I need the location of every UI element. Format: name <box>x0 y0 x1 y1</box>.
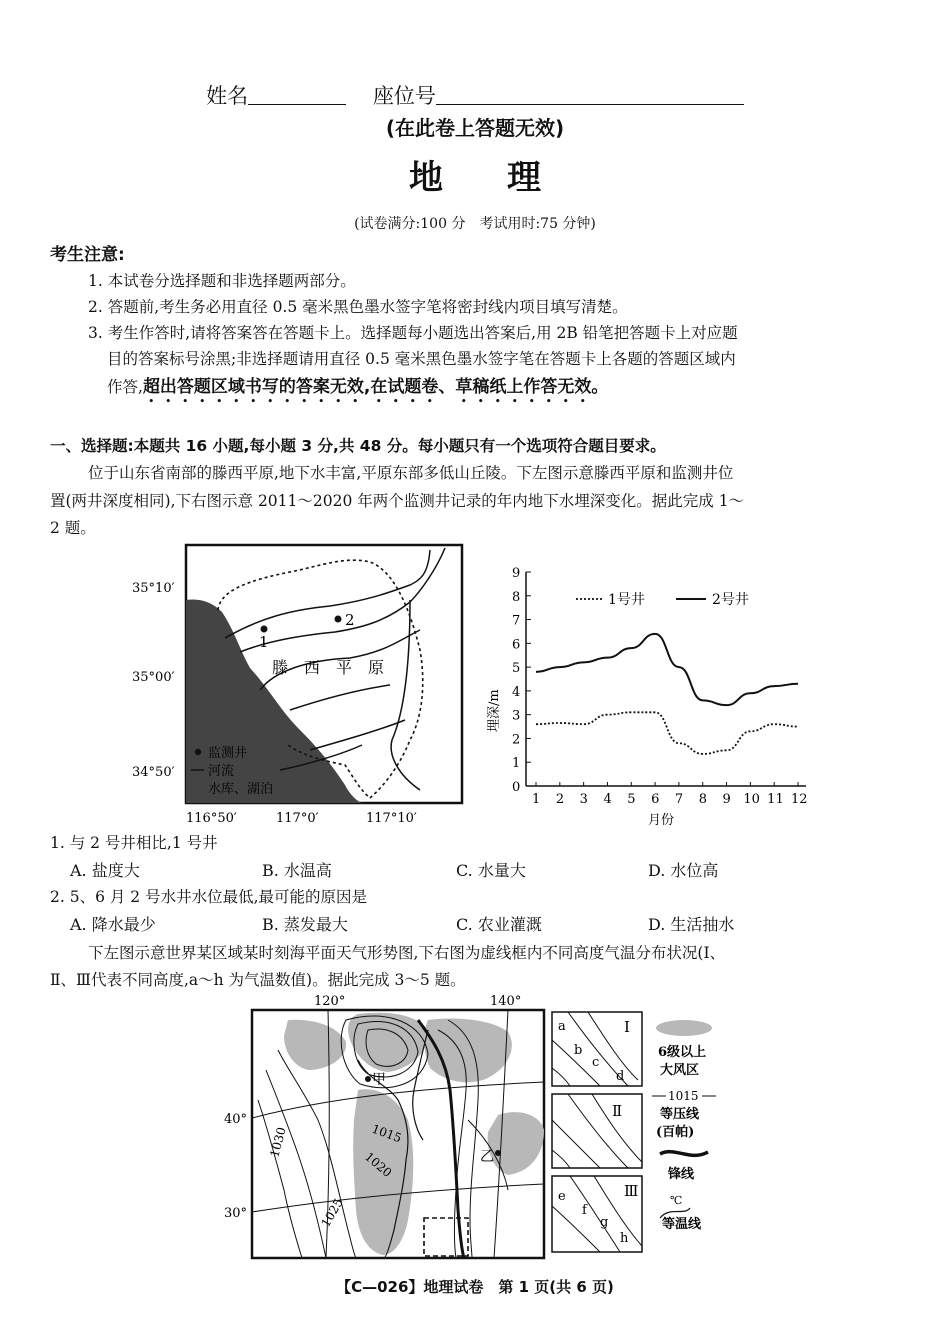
well-2-label: 2 <box>345 611 355 629</box>
svg-text:d: d <box>616 1069 625 1084</box>
x-tick-label: 2 <box>555 792 565 807</box>
place-yi: 乙 <box>480 1149 494 1165</box>
temperature-panels <box>548 1010 648 1260</box>
y-tick-label: 4 <box>512 684 521 700</box>
well-2-marker <box>335 616 342 623</box>
place-yi-marker <box>495 1150 501 1156</box>
svg-text:c: c <box>592 1055 600 1070</box>
panel-i <box>552 1012 642 1086</box>
plain-label: 滕 西 平 原 <box>272 658 385 677</box>
lon-label-120: 120° <box>314 994 346 1009</box>
intro1-line2: 置(两井深度相同),下右图示意 2011～2020 年两个监测井记录的年内地下水埋深变化。据此完成 1～ <box>50 492 745 510</box>
y-tick-label: 8 <box>512 589 521 605</box>
page-footer: 【C—026】地理试卷 第 1 页(共 6 页) <box>336 1278 614 1296</box>
isobar-label-1020: 1020 <box>362 1149 395 1180</box>
x-tick-label: 7 <box>674 792 684 807</box>
q1-option-b[interactable]: B. 水温高 <box>262 861 332 880</box>
lon-label-2: 117°0′ <box>276 811 319 826</box>
y-axis-label: 埋深/m <box>487 689 502 732</box>
legend-river: 河流 <box>208 764 235 779</box>
legend-front: 锋线 <box>668 1167 695 1182</box>
notice-emphasis: 超出答题区域书写的答案无效,在试题卷、草稿纸上作答无效。 <box>142 377 609 397</box>
lon-label-1: 116°50′ <box>186 811 237 826</box>
subject-title: 地理 <box>409 158 605 198</box>
svg-text:f: f <box>582 1203 587 1218</box>
x-axis-label: 月份 <box>648 813 675 828</box>
seat-label: 座位号 <box>372 84 436 108</box>
intro2-line2: Ⅱ、Ⅲ代表不同高度,a～h 为气温数值)。据此完成 3～5 题。 <box>50 971 466 989</box>
q1-option-c[interactable]: C. 水量大 <box>456 861 526 880</box>
y-tick-label: 6 <box>512 637 521 653</box>
panel-iii <box>552 1176 642 1252</box>
intro1-line1: 位于山东省南部的滕西平原,地下水丰富,平原东部多低山丘陵。下左图示意滕西平原和监测井位 <box>88 464 734 482</box>
svg-text:g: g <box>600 1215 609 1230</box>
y-tick-label: 9 <box>512 566 521 581</box>
x-tick-label: 10 <box>743 792 760 807</box>
series-line-2 <box>536 634 798 705</box>
intro2-line1: 下左图示意世界某区域某时刻海平面天气形势图,下右图为虚线框内不同高度气温分布状况(Ⅰ、 <box>88 944 726 962</box>
notice-heading: 考生注意: <box>50 245 125 265</box>
teng-xi-plain-map <box>130 540 470 830</box>
y-tick-label: 3 <box>512 708 521 724</box>
legend-iso-symbol: ℃ <box>670 1194 683 1207</box>
well-1-marker <box>261 626 268 633</box>
legend-series-1: 1号井 <box>608 592 645 608</box>
x-tick-label: 12 <box>791 792 808 807</box>
gale-legend-swatch <box>656 1020 712 1036</box>
svg-text:h: h <box>620 1231 629 1246</box>
weather-legend <box>650 1010 730 1260</box>
q2-stem: 2. 5、6 月 2 号水井水位最低,最可能的原因是 <box>50 888 368 906</box>
place-jia-marker <box>365 1076 371 1082</box>
groundwater-depth-chart <box>480 562 820 832</box>
svg-text:e: e <box>558 1189 566 1204</box>
svg-text:Ⅱ: Ⅱ <box>612 1102 623 1120</box>
lat-label-30: 30° <box>224 1206 248 1221</box>
legend-lake-icon <box>191 783 204 793</box>
y-tick-label: 2 <box>512 732 521 748</box>
name-label: 姓名 <box>206 84 249 108</box>
lat-label-1: 35°10′ <box>132 581 175 596</box>
x-tick-label: 5 <box>627 792 636 807</box>
legend-series-2: 2号井 <box>712 592 749 608</box>
q2-option-c[interactable]: C. 农业灌溉 <box>456 915 542 934</box>
x-tick-label: 11 <box>767 792 784 807</box>
lon-label-3: 117°10′ <box>366 811 417 826</box>
q2-option-a[interactable]: A. 降水最少 <box>70 915 156 934</box>
legend-isotherm: 等温线 <box>662 1217 702 1232</box>
svg-text:a: a <box>558 1019 566 1034</box>
legend-wind-2: 大风区 <box>660 1063 700 1078</box>
y-tick-label: 7 <box>512 613 521 629</box>
legend-well-icon <box>195 749 201 755</box>
q2-option-d[interactable]: D. 生活抽水 <box>648 915 735 934</box>
x-tick-label: 1 <box>532 792 541 807</box>
well-1-label: 1 <box>259 633 269 651</box>
lon-label-140: 140° <box>490 994 522 1009</box>
name-blank[interactable] <box>248 84 346 105</box>
x-tick-label: 6 <box>651 792 660 807</box>
lat-label-40: 40° <box>224 1112 248 1127</box>
isobar-label-1030: 1030 <box>267 1125 289 1159</box>
legend-isobar-value: 1015 <box>668 1089 699 1103</box>
section-heading: 一、选择题:本题共 16 小题,每小题 3 分,共 48 分。每小题只有一个选项符合题目要求。 <box>50 437 666 455</box>
svg-text:Ⅲ: Ⅲ <box>624 1182 639 1200</box>
intro1-line3: 2 题。 <box>50 519 96 537</box>
notice-item-3: 3. 考生作答时,请将答案答在答题卡上。选择题每小题选出答案后,用 2B 铅笔把答题卡上对应题 <box>88 324 738 342</box>
x-tick-label: 9 <box>722 792 731 807</box>
notice-item-3-last: 作答,超出答题区域书写的答案无效,在试题卷、草稿纸上作答无效。 <box>107 377 609 397</box>
legend-isobar-unit: (百帕) <box>656 1125 695 1140</box>
svg-text:Ⅰ: Ⅰ <box>624 1018 630 1036</box>
panel-ii <box>552 1094 642 1168</box>
isobar-label-1025: 1025 <box>318 1196 346 1230</box>
weather-map <box>218 990 548 1265</box>
exam-meta: (试卷满分:100 分 考试用时:75 分钟) <box>354 216 596 232</box>
x-tick-label: 4 <box>603 792 612 807</box>
place-jia: 甲 <box>372 1072 386 1088</box>
legend-well: 监测井 <box>208 746 248 761</box>
front-legend-swatch <box>660 1152 708 1156</box>
no-answer-warning: (在此卷上答题无效) <box>385 116 565 140</box>
x-tick-label: 3 <box>579 792 588 807</box>
q1-stem: 1. 与 2 号井相比,1 号井 <box>50 834 218 852</box>
seat-blank[interactable] <box>436 84 744 105</box>
isobar-label-1015: 1015 <box>369 1121 404 1146</box>
svg-text:b: b <box>574 1043 583 1058</box>
q1-option-a[interactable]: A. 盐度大 <box>70 861 140 880</box>
x-tick-label: 8 <box>698 792 708 807</box>
y-tick-label: 0 <box>512 780 521 795</box>
notice-item-2: 2. 答题前,考生务必用直径 0.5 毫米黑色墨水签字笔将密封线内项目填写清楚。 <box>88 298 628 316</box>
lat-label-3: 34°50′ <box>132 765 175 780</box>
y-tick-label: 5 <box>512 661 521 677</box>
y-tick-label: 1 <box>512 756 521 772</box>
q1-option-d[interactable]: D. 水位高 <box>648 861 719 880</box>
notice-item-3-cont: 目的答案标号涂黑;非选择题请用直径 0.5 毫米黑色墨水签字笔在答题卡上各题的答题区域内 <box>107 350 736 368</box>
q2-option-b[interactable]: B. 蒸发最大 <box>262 915 348 934</box>
legend-lake: 水库、湖泊 <box>208 782 274 797</box>
legend-isobar-name: 等压线 <box>660 1107 700 1122</box>
student-info-line <box>0 80 950 110</box>
notice-item-1: 1. 本试卷分选择题和非选择题两部分。 <box>88 272 356 290</box>
lat-label-2: 35°00′ <box>132 670 175 685</box>
series-line-1 <box>536 712 798 754</box>
legend-wind-1: 6级以上 <box>658 1045 707 1060</box>
